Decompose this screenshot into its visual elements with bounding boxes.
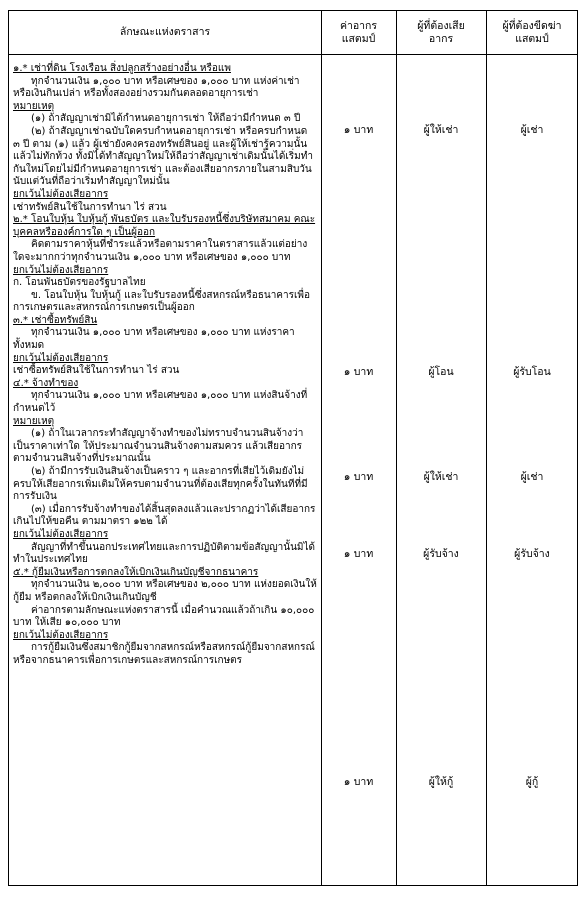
item-text: ทุกจำนวนเงิน ๑,๐๐๐ บาท หรือเศษของ ๑,๐๐๐ บาท แห่งราคาทั้งหมด <box>13 327 295 352</box>
item-text: (๑) ถ้าในเวลากระทำสัญญาจ้างทำของไม่ทราบจำนวนสินจ้างว่าเป็นราคาเท่าใด ให้ประมาณจำนวนสินจ้างตามสมควร แล้วเสียอากรตามจำนวนสินจ้างที่ประมาณนั้น <box>13 428 304 465</box>
canceller-cell: ผู้เช่า <box>520 124 544 136</box>
exemption-heading: ยกเว้นไม่ต้องเสียอากร <box>13 188 109 200</box>
item-title: ๔.* จ้างทำของ <box>13 377 79 389</box>
rate-cell: ๑ บาท <box>343 366 374 378</box>
item-text: เช่าทรัพย์สินใช้ในการทำนา ไร่ สวน <box>13 201 167 213</box>
item-text: ทุกจำนวนเงิน ๑,๐๐๐ บาท หรือเศษของ ๑,๐๐๐ บาท แห่งสินจ้างที่กำหนดไว้ <box>13 390 308 415</box>
rate-cell: ๑ บาท <box>343 471 374 483</box>
payer-cell: ผู้รับจ้าง <box>423 548 459 560</box>
column-divider <box>396 11 397 885</box>
item-text: ค่าอากรตามลักษณะแห่งตราสารนี้ เมื่อคำนวณแล้วถ้าเกิน ๑๐,๐๐๐ บาท ให้เสีย ๑๐,๐๐๐ บาท <box>13 604 315 629</box>
exemption-heading: ยกเว้นไม่ต้องเสียอากร <box>13 352 109 364</box>
item-text: สัญญาที่ทำขึ้นนอกประเทศไทยและการปฏิบัติตามข้อสัญญานั้นมิได้ทำในประเทศไทย <box>13 541 316 566</box>
rate-cell: ๑ บาท <box>343 776 374 788</box>
item-title: ๕.* กู้ยืมเงินหรือการตกลงให้เบิกเงินเกินบัญชีจากธนาคาร <box>13 566 259 578</box>
item-text: (๒) ถ้าสัญญาเช่าฉบับใดครบกำหนดอายุการเช่า หรือครบกำหนด ๓ ปี ตาม (๑) แล้ว ผู้เช่ายังคงครองทรัพย์สินอยู่ และผู้ให้เช่ารู้ความนั้นแล้วไม่ทักท้วง ทั้งมิได้ทำสัญญาใหม่ให้ถือว่าสัญญาเช่าเดิมนั้นได้เริ่มทำกันใหม่โดยไม่มีกำหนดอายุการเช่า และต้องเสียอากรภายในสามสิบวันนับแต่วันที่ถือว่าเริ่มทำสัญญาใหม่นั้น <box>13 125 313 188</box>
item-text: ข. โอนใบหุ้น ใบหุ้นกู้ และใบรับรองหนี้ซึ่งสหกรณ์หรือธนาคารเพื่อการเกษตรและสหกรณ์การเกษตรเป็นผู้ออก <box>13 289 310 314</box>
payer-cell: ผู้ให้เช่า <box>423 471 459 483</box>
rate-cell: ๑ บาท <box>343 548 374 560</box>
item-title: ๑.* เช่าที่ดิน โรงเรือน สิ่งปลูกสร้างอย่างอื่น หรือแพ <box>13 63 231 74</box>
header-instrument: ลักษณะแห่งตราสาร <box>9 11 321 55</box>
payer-cell: ผู้ให้กู้ <box>428 776 454 788</box>
item-text: ทุกจำนวนเงิน ๒,๐๐๐ บาท หรือเศษของ ๒,๐๐๐ บาท แห่งยอดเงินให้กู้ยืม หรือตกลงให้เบิกเงินเกินบัญชี <box>13 579 317 603</box>
note-heading: หมายเหตุ <box>13 415 55 427</box>
header-payer: ผู้ที่ต้องเสีย อากร <box>396 11 486 55</box>
column-divider <box>486 11 487 885</box>
note-heading: หมายเหตุ <box>13 100 55 112</box>
payer-cell: ผู้ให้เช่า <box>423 124 459 136</box>
payer-cell: ผู้โอน <box>428 366 454 378</box>
description-column <box>13 63 317 668</box>
item-text: ก. โอนพันธบัตรของรัฐบาลไทย <box>13 277 146 289</box>
column-divider <box>321 11 322 885</box>
item-title: ๒.* โอนใบหุ้น ใบหุ้นกู้ พันธบัตร และใบรับรองหนี้ซึ่งบริษัทสมาคม คณะบุคคลหรือองค์การใด ๆ เป็นผู้ออก <box>13 214 316 238</box>
canceller-cell: ผู้เช่า <box>520 471 544 483</box>
header-rate: ค่าอากร แสตมป์ <box>321 11 396 55</box>
canceller-cell: ผู้รับจ้าง <box>514 548 550 560</box>
exemption-heading: ยกเว้นไม่ต้องเสียอากร <box>13 528 109 540</box>
canceller-cell: ผู้กู้ <box>525 776 539 788</box>
item-text: เช่าซื้อทรัพย์สินใช้ในการทำนา ไร่ สวน <box>13 365 180 377</box>
stamp-duty-table <box>8 10 578 886</box>
item-text: การกู้ยืมเงินซึ่งสมาชิกกู้ยืมจากสหกรณ์หรือสหกรณ์กู้ยืมจากสหกรณ์หรือจากธนาคารเพื่อการเกษตรและสหกรณ์การเกษตร <box>13 642 315 666</box>
item-text: (๒) ถ้ามีการรับเงินสินจ้างเป็นคราว ๆ และอากรที่เสียไว้เดิมยังไม่ครบให้เสียอากรเพิ่มเติมให้ครบตามจำนวนที่ต้องเสียทุกครั้งในทันทีที่มีการรับเงิน <box>13 466 308 503</box>
exemption-heading: ยกเว้นไม่ต้องเสียอากร <box>13 629 109 641</box>
item-text: (๑) ถ้าสัญญาเช่ามิได้กำหนดอายุการเช่า ให้ถือว่ามีกำหนด ๓ ปี <box>31 113 301 125</box>
item-text: ทุกจำนวนเงิน ๑,๐๐๐ บาท หรือเศษของ ๑,๐๐๐ บาท แห่งค่าเช่าหรือเงินกินเปล่า หรือทั้งสองอย่างรวมกันตลอดอายุการเช่า <box>13 75 300 100</box>
canceller-cell: ผู้รับโอน <box>513 366 551 378</box>
item-text: คิดตามราคาหุ้นที่ชำระแล้วหรือตามราคาในตราสารแล้วแต่อย่างใดจะมากกว่าทุกจำนวนเงิน ๑,๐๐๐ บาท หรือเศษของ ๑,๐๐๐ บาท <box>13 239 308 263</box>
header-canceller: ผู้ที่ต้องขีดฆ่า แสตมป์ <box>486 11 578 55</box>
item-text: (๓) เมื่อการรับจ้างทำของได้สิ้นสุดลงแล้วและปรากฏว่าได้เสียอากรเกินไปให้ขอคืน ตามมาตรา ๑๒๒ ได้ <box>13 503 316 528</box>
exemption-heading: ยกเว้นไม่ต้องเสียอากร <box>13 264 109 276</box>
rate-cell: ๑ บาท <box>343 124 374 136</box>
item-title: ๓.* เช่าซื้อทรัพย์สิน <box>13 314 98 326</box>
